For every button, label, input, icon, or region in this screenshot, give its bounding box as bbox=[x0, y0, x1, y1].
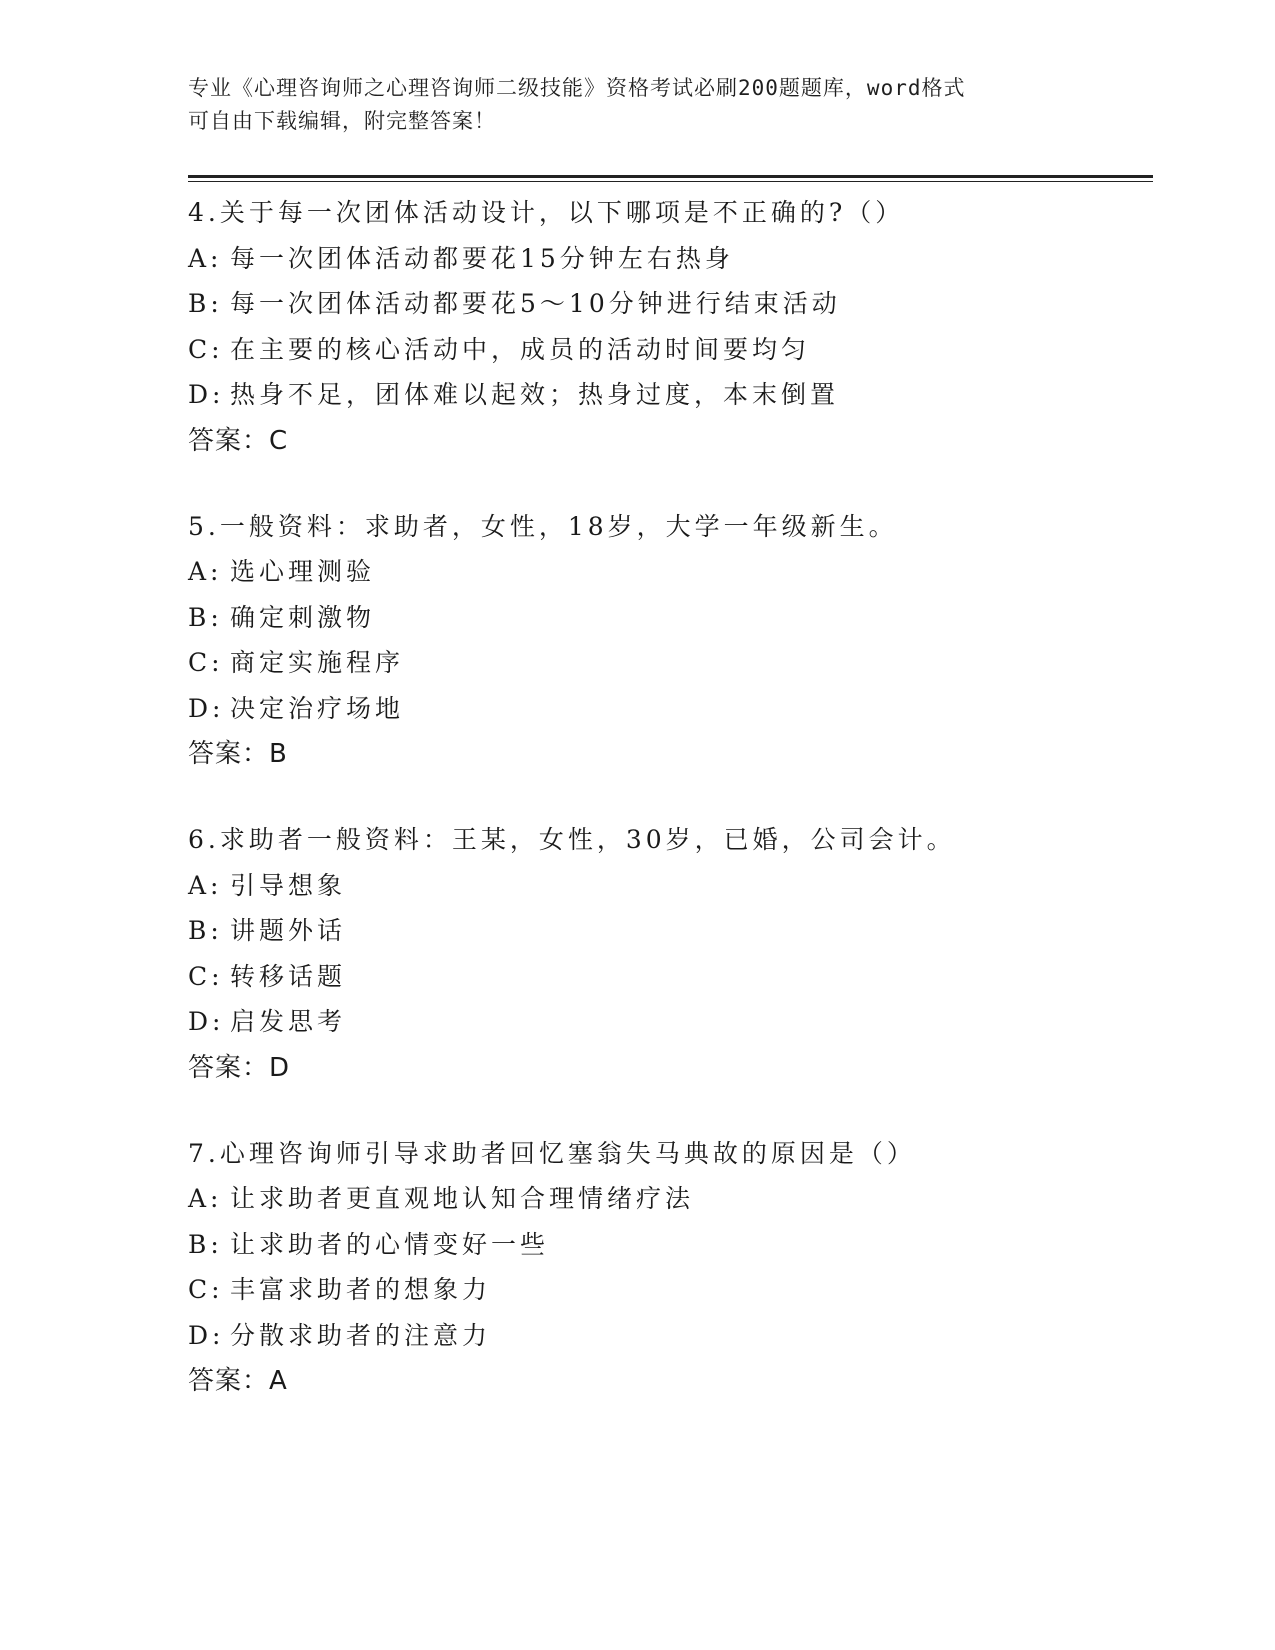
option-d bbox=[188, 686, 1153, 732]
option-text: 讲题外话 bbox=[230, 916, 347, 945]
question-5 bbox=[188, 504, 1153, 778]
question-text: 7.心理咨询师引导求助者回忆塞翁失马典故的原因是（） bbox=[188, 1138, 916, 1168]
option-b bbox=[188, 595, 1153, 641]
option-b bbox=[188, 908, 1153, 954]
option-letter: C: bbox=[188, 961, 224, 991]
option-text: 引导想象 bbox=[230, 870, 347, 900]
option-a bbox=[188, 1176, 1153, 1222]
question-6 bbox=[188, 817, 1153, 1091]
option-d bbox=[188, 1313, 1153, 1359]
option-b bbox=[188, 1222, 1153, 1268]
option-text: 每一次团体活动都要花15分钟左右热身 bbox=[230, 243, 734, 273]
option-letter: A: bbox=[188, 870, 223, 900]
option-a bbox=[188, 549, 1153, 595]
question-text: 6.求助者一般资料：王某，女性，30岁，已婚，公司会计。 bbox=[188, 825, 956, 854]
option-letter: C: bbox=[188, 334, 224, 364]
header-divider-thick bbox=[188, 175, 1153, 178]
option-a bbox=[188, 863, 1153, 909]
question-text: 5.一般资料：求助者，女性，18岁，大学一年级新生。 bbox=[188, 511, 898, 541]
question-list bbox=[188, 190, 1153, 1444]
option-letter: D: bbox=[188, 380, 225, 409]
option-c bbox=[188, 327, 1153, 373]
option-letter: D: bbox=[188, 1320, 225, 1350]
header-divider-thin bbox=[188, 181, 1153, 182]
option-letter: A: bbox=[188, 557, 223, 586]
option-letter: B: bbox=[188, 916, 223, 945]
option-text: 确定刺激物 bbox=[230, 602, 376, 632]
answer-line: 答案：C bbox=[188, 425, 289, 456]
option-text: 选心理测验 bbox=[230, 557, 376, 586]
option-c bbox=[188, 1267, 1153, 1313]
option-text: 丰富求助者的想象力 bbox=[230, 1275, 492, 1304]
option-letter: D: bbox=[188, 693, 225, 723]
option-c bbox=[188, 640, 1153, 686]
option-text: 让求助者的心情变好一些 bbox=[230, 1229, 550, 1259]
option-a bbox=[188, 236, 1153, 282]
option-text: 热身不足，团体难以起效；热身过度，本末倒置 bbox=[230, 380, 840, 409]
question-text: 4.关于每一次团体活动设计，以下哪项是不正确的?（） bbox=[188, 198, 905, 227]
option-text: 决定治疗场地 bbox=[230, 693, 405, 723]
option-text: 在主要的核心活动中，成员的活动时间要均匀 bbox=[230, 334, 811, 364]
header-line-2: 可自由下载编辑，附完整答案！ bbox=[188, 109, 496, 133]
option-d bbox=[188, 999, 1153, 1045]
answer-line: 答案：B bbox=[188, 739, 288, 769]
option-text: 转移话题 bbox=[230, 961, 347, 991]
option-letter: B: bbox=[188, 1229, 223, 1259]
option-text: 商定实施程序 bbox=[230, 648, 405, 677]
option-letter: A: bbox=[188, 243, 223, 273]
answer-line: 答案：A bbox=[188, 1366, 288, 1396]
question-7 bbox=[188, 1131, 1153, 1405]
option-letter: A: bbox=[188, 1184, 223, 1213]
option-text: 启发思考 bbox=[230, 1007, 347, 1036]
document-header bbox=[188, 72, 1068, 138]
option-letter: B: bbox=[188, 289, 223, 318]
option-letter: D: bbox=[188, 1007, 225, 1036]
option-text: 每一次团体活动都要花5～10分钟进行结束活动 bbox=[230, 289, 841, 318]
question-4 bbox=[188, 190, 1153, 464]
option-text: 让求助者更直观地认知合理情绪疗法 bbox=[230, 1184, 695, 1213]
answer-line: 答案：D bbox=[188, 1052, 291, 1083]
option-d bbox=[188, 372, 1153, 418]
option-c bbox=[188, 954, 1153, 1000]
option-letter: C: bbox=[188, 648, 224, 677]
option-b bbox=[188, 281, 1153, 327]
option-letter: C: bbox=[188, 1275, 224, 1304]
header-line-1: 专业《心理咨询师之心理咨询师二级技能》资格考试必刷200题题库，word格式 bbox=[188, 76, 966, 100]
option-letter: B: bbox=[188, 602, 223, 632]
option-text: 分散求助者的注意力 bbox=[230, 1320, 492, 1350]
